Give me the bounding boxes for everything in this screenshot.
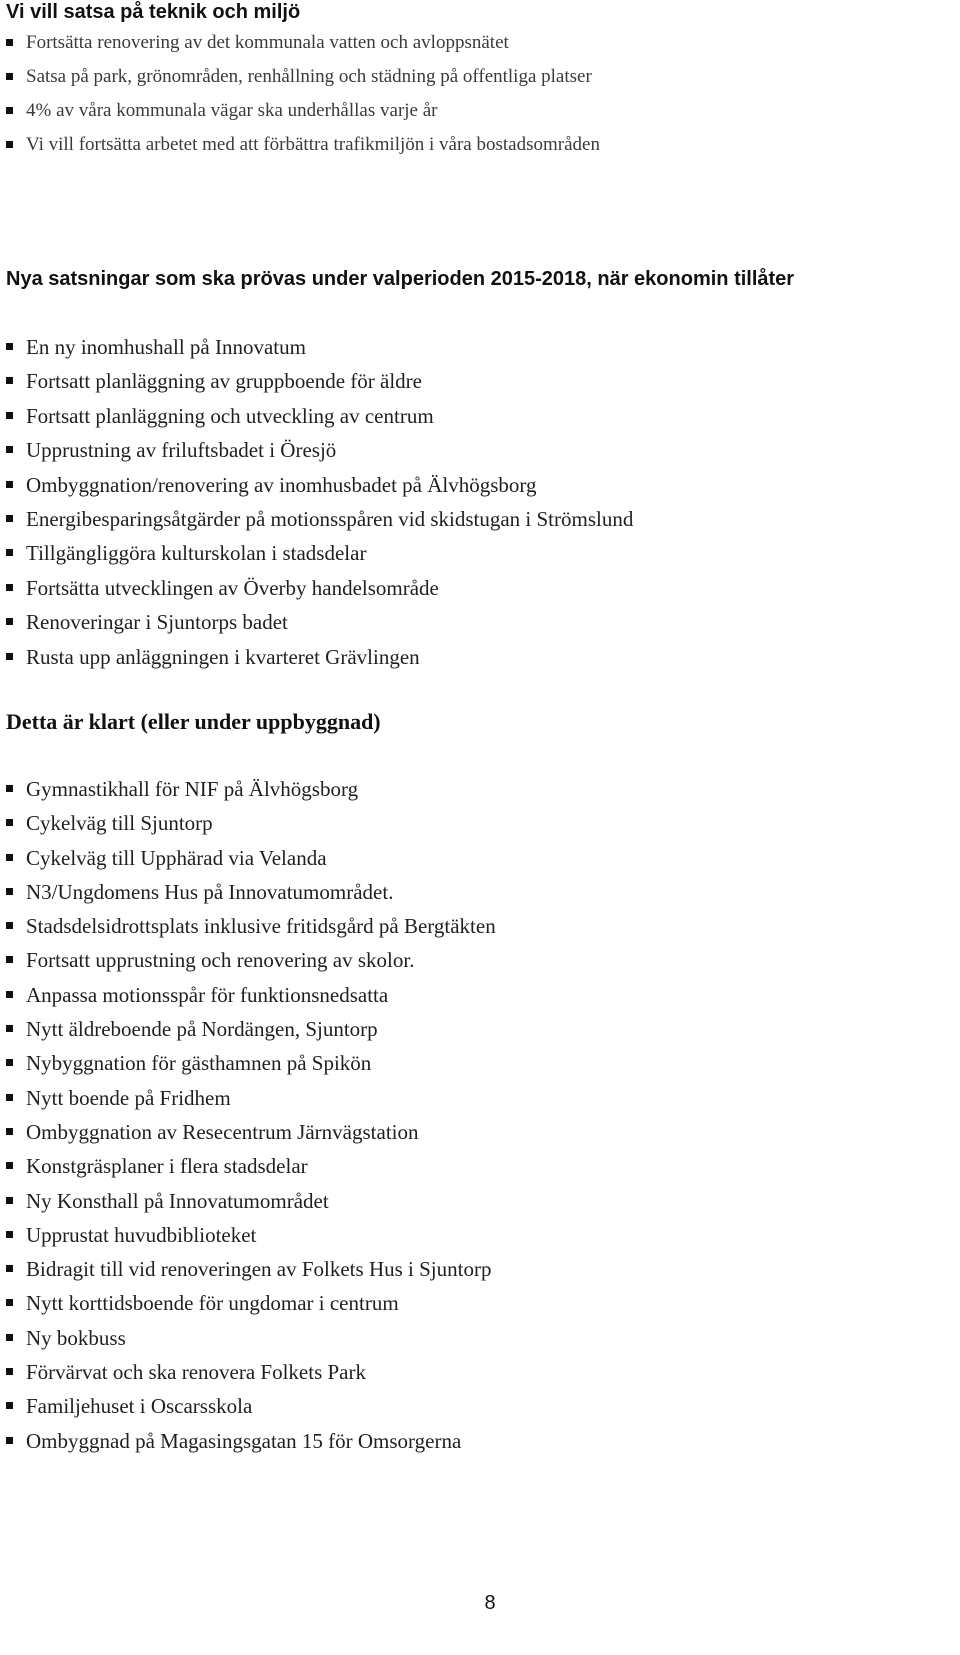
list-item-text: Familjehuset i Oscarsskola bbox=[26, 1394, 253, 1419]
square-bullet-icon bbox=[6, 1265, 13, 1272]
list-item bbox=[4, 1389, 496, 1423]
list-item-text: 4% av våra kommunala vägar ska underhållas varje år bbox=[26, 100, 438, 121]
list-item-text: Ny bokbuss bbox=[26, 1325, 126, 1350]
list-item bbox=[4, 433, 633, 467]
list-item-text: Upprustning av friluftsbadet i Öresjö bbox=[26, 438, 337, 463]
square-bullet-icon bbox=[6, 854, 13, 861]
list-item-text: Renoveringar i Sjuntorps badet bbox=[26, 610, 288, 635]
list-item bbox=[4, 875, 496, 909]
section-heading-nya-satsningar: Nya satsningar som ska prövas under valperioden 2015-2018, när ekonomin tillåter bbox=[6, 268, 795, 290]
list-item-text: Ombyggnation/renovering av inomhusbadet på Älvhögsborg bbox=[26, 472, 537, 497]
square-bullet-icon bbox=[6, 481, 13, 488]
square-bullet-icon bbox=[6, 618, 13, 625]
list-item-text: Stadsdelsidrottsplats inklusive fritidsgård på Bergtäkten bbox=[26, 914, 496, 939]
square-bullet-icon bbox=[6, 446, 13, 453]
list-item bbox=[4, 1321, 496, 1355]
list-item-text: Satsa på park, grönområden, renhållning och städning på offentliga platser bbox=[26, 66, 592, 87]
list-item-text: En ny inomhushall på Innovatum bbox=[26, 335, 306, 359]
list-item-text: Fortsätta renovering av det kommunala vatten och avloppsnätet bbox=[26, 32, 509, 53]
list-item bbox=[4, 1046, 496, 1080]
square-bullet-icon bbox=[6, 1059, 13, 1066]
list-item bbox=[4, 1012, 496, 1046]
square-bullet-icon bbox=[6, 1197, 13, 1204]
square-bullet-icon bbox=[6, 653, 13, 660]
list-item bbox=[4, 502, 633, 536]
bullet-list-detta-ar-klart bbox=[0, 772, 496, 1458]
list-item bbox=[4, 536, 633, 570]
list-item bbox=[4, 571, 633, 605]
list-item-text: Bidragit till vid renoveringen av Folkets Hus i Sjuntorp bbox=[26, 1257, 492, 1282]
list-item-text: Nytt boende på Fridhem bbox=[26, 1085, 231, 1110]
list-item-text: Fortsatt upprustning och renovering av skolor. bbox=[26, 948, 415, 973]
list-item bbox=[4, 909, 496, 943]
list-item-text: Cykelväg till Upphärad via Velanda bbox=[26, 845, 327, 870]
list-item-text: Vi vill fortsätta arbetet med att förbättra trafikmiljön i våra bostadsområden bbox=[26, 134, 600, 155]
square-bullet-icon bbox=[6, 584, 13, 591]
list-item bbox=[4, 640, 633, 674]
list-item bbox=[4, 364, 633, 398]
square-bullet-icon bbox=[6, 1162, 13, 1169]
square-bullet-icon bbox=[6, 1094, 13, 1101]
list-item-text: Cykelväg till Sjuntorp bbox=[26, 811, 213, 836]
list-item-text: Fortsatt planläggning av gruppboende för äldre bbox=[26, 369, 422, 394]
square-bullet-icon bbox=[6, 819, 13, 826]
list-item bbox=[4, 978, 496, 1012]
list-item-text: Gymnastikhall för NIF på Älvhögsborg bbox=[26, 777, 359, 801]
list-item bbox=[4, 943, 496, 977]
list-item bbox=[4, 1115, 496, 1149]
list-item bbox=[4, 1252, 496, 1286]
square-bullet-icon bbox=[6, 377, 13, 384]
section-heading-detta-ar-klart: Detta är klart (eller under uppbyggnad) bbox=[6, 709, 381, 734]
list-item-text: Konstgräsplaner i flera stadsdelar bbox=[26, 1154, 308, 1179]
list-item bbox=[4, 1218, 496, 1252]
page-number: 8 bbox=[484, 1592, 496, 1614]
square-bullet-icon bbox=[6, 1231, 13, 1238]
square-bullet-icon bbox=[6, 922, 13, 929]
list-item bbox=[4, 605, 633, 639]
square-bullet-icon bbox=[6, 515, 13, 522]
list-item-text: Anpassa motionsspår för funktionsnedsatta bbox=[26, 982, 389, 1007]
list-item bbox=[4, 60, 600, 94]
list-item-text: Tillgängliggöra kulturskolan i stadsdelar bbox=[26, 541, 367, 566]
list-item-text: Rusta upp anläggningen i kvarteret Grävlingen bbox=[26, 644, 420, 669]
list-item-text: Nytt korttidsboende för ungdomar i centrum bbox=[26, 1291, 399, 1316]
list-item bbox=[4, 772, 496, 806]
list-item-text: Förvärvat och ska renovera Folkets Park bbox=[26, 1360, 366, 1385]
square-bullet-icon bbox=[6, 1402, 13, 1409]
list-item-text: Nytt äldreboende på Nordängen, Sjuntorp bbox=[26, 1017, 378, 1042]
list-item bbox=[4, 806, 496, 840]
list-item-text: Ombyggnad på Magasingsgatan 15 för Omsorgerna bbox=[26, 1428, 462, 1453]
square-bullet-icon bbox=[6, 412, 13, 419]
list-item bbox=[4, 841, 496, 875]
square-bullet-icon bbox=[6, 1299, 13, 1306]
list-item-text: Upprustat huvudbiblioteket bbox=[26, 1222, 257, 1247]
list-item-text: N3/Ungdomens Hus på Innovatumområdet. bbox=[26, 879, 394, 904]
square-bullet-icon bbox=[6, 107, 13, 114]
bullet-list-nya-satsningar bbox=[0, 330, 633, 674]
square-bullet-icon bbox=[6, 141, 13, 148]
list-item bbox=[4, 1184, 496, 1218]
list-item bbox=[4, 330, 633, 364]
list-item bbox=[4, 1424, 496, 1458]
square-bullet-icon bbox=[6, 1128, 13, 1135]
list-item-text: Ny Konsthall på Innovatumområdet bbox=[26, 1188, 329, 1213]
square-bullet-icon bbox=[6, 549, 13, 556]
section-heading-teknik-miljo: Vi vill satsa på teknik och miljö bbox=[6, 1, 301, 23]
square-bullet-icon bbox=[6, 73, 13, 80]
list-item bbox=[4, 94, 600, 128]
square-bullet-icon bbox=[6, 991, 13, 998]
list-item bbox=[4, 468, 633, 502]
square-bullet-icon bbox=[6, 39, 13, 46]
list-item bbox=[4, 1081, 496, 1115]
square-bullet-icon bbox=[6, 888, 13, 895]
square-bullet-icon bbox=[6, 343, 13, 350]
square-bullet-icon bbox=[6, 1334, 13, 1341]
list-item bbox=[4, 1149, 496, 1183]
list-item-text: Fortsatt planläggning och utveckling av centrum bbox=[26, 403, 434, 428]
list-item-text: Nybyggnation för gästhamnen på Spikön bbox=[26, 1051, 372, 1076]
list-item-text: Ombyggnation av Resecentrum Järnvägstation bbox=[26, 1119, 419, 1144]
square-bullet-icon bbox=[6, 1025, 13, 1032]
list-item bbox=[4, 399, 633, 433]
list-item bbox=[4, 1355, 496, 1389]
square-bullet-icon bbox=[6, 785, 13, 792]
list-item bbox=[4, 26, 600, 60]
bullet-list-teknik-miljo bbox=[0, 26, 600, 162]
square-bullet-icon bbox=[6, 1437, 13, 1444]
list-item-text: Fortsätta utvecklingen av Överby handelsområde bbox=[26, 575, 439, 600]
square-bullet-icon bbox=[6, 1368, 13, 1375]
list-item bbox=[4, 1286, 496, 1320]
list-item bbox=[4, 128, 600, 162]
list-item-text: Energibesparingsåtgärder på motionsspåren vid skidstugan i Strömslund bbox=[26, 506, 634, 531]
square-bullet-icon bbox=[6, 956, 13, 963]
